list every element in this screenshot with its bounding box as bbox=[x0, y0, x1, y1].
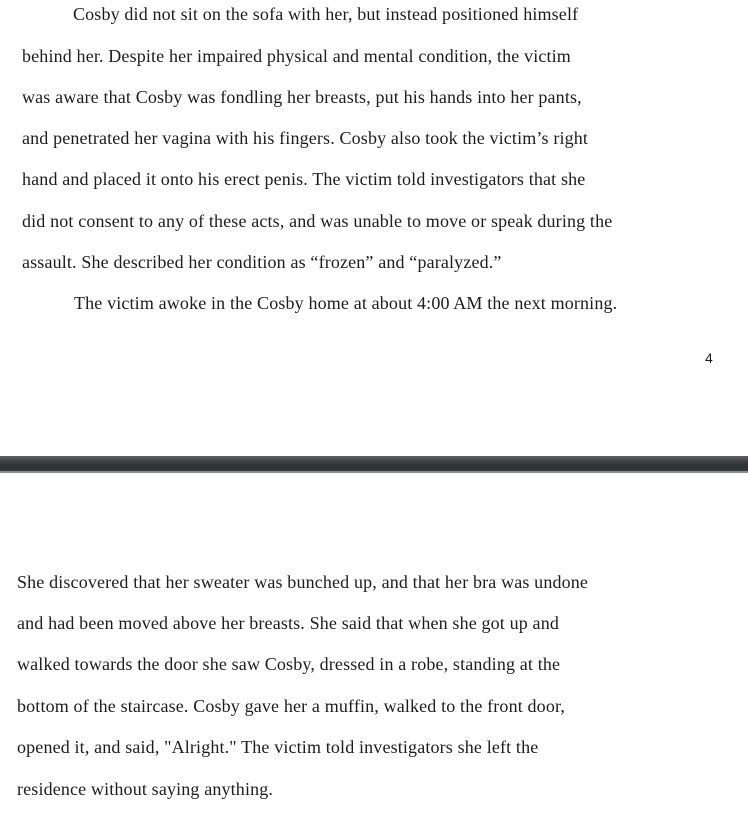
paragraph-line: walked towards the door she saw Cosby, dressed in a robe, standing at the bbox=[17, 654, 561, 674]
page-number: 4 bbox=[705, 350, 713, 366]
paragraph-line: She discovered that her sweater was bunched up, and that her bra was undone bbox=[17, 572, 589, 592]
paragraph-line: and had been moved above her breasts. She said that when she got up and bbox=[17, 613, 560, 633]
paragraph-line: hand and placed it onto his erect penis. The victim told investigators that she bbox=[22, 169, 586, 189]
paragraph-line: opened it, and said, "Alright." The victim told investigators she left the bbox=[17, 737, 539, 757]
paragraph-line: bottom of the staircase. Cosby gave her a muffin, walked to the front door, bbox=[17, 696, 566, 716]
paragraph-line: behind her. Despite her impaired physical and mental condition, the victim bbox=[22, 46, 571, 66]
paragraph-line: assault. She described her condition as “frozen” and “paralyzed.” bbox=[22, 252, 502, 272]
paragraph-line: The victim awoke in the Cosby home at about 4:00 AM the next morning. bbox=[74, 293, 618, 313]
paragraph-line: was aware that Cosby was fondling her breasts, put his hands into her pants, bbox=[22, 87, 582, 107]
paragraph-line: Cosby did not sit on the sofa with her, but instead positioned himself bbox=[73, 4, 579, 24]
document-page-5 bbox=[0, 473, 748, 818]
page-separator bbox=[0, 456, 748, 473]
paragraph-line: did not consent to any of these acts, and was unable to move or speak during the bbox=[22, 211, 613, 231]
paragraph-line: residence without saying anything. bbox=[17, 779, 274, 799]
paragraph-line: and penetrated her vagina with his fingers. Cosby also took the victim’s right bbox=[22, 128, 589, 148]
